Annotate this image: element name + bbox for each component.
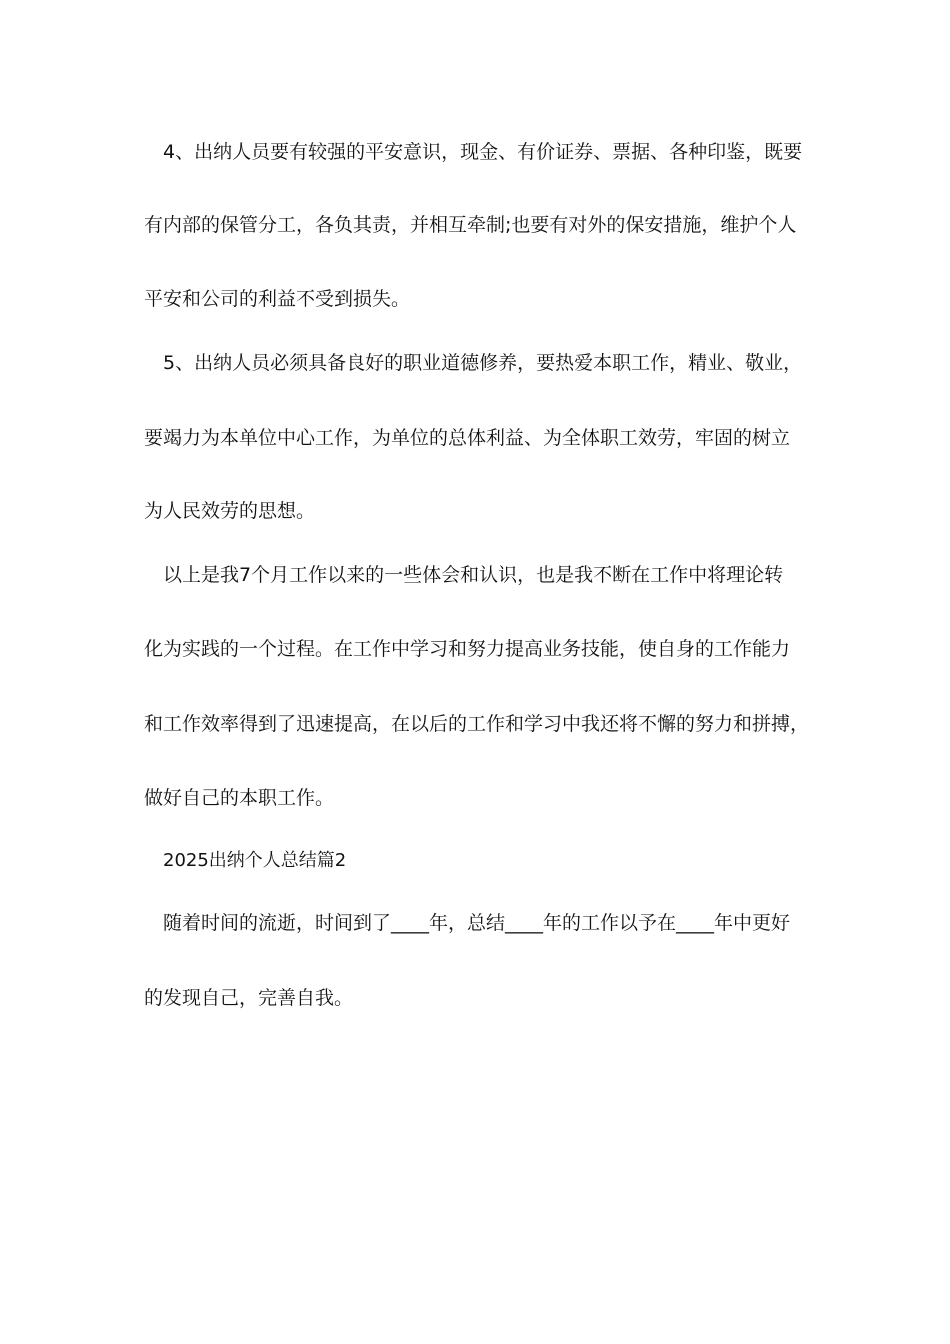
summary-line-3: 和工作效率得到了迅速提高，在以后的工作和学习中我还将不懈的努力和拼搏， <box>144 713 810 735</box>
paragraph-4-line-1: 4、出纳人员要有较强的平安意识，现金、有价证券、票据、各种印鉴，既要 <box>163 141 803 163</box>
summary-line-1: 以上是我7个月工作以来的一些体会和认识，也是我不断在工作中将理论转 <box>163 564 784 586</box>
closing-line-1: 随着时间的流逝，时间到了____年，总结____年的工作以予在____年中更好 <box>163 912 791 934</box>
paragraph-5-line-1: 5、出纳人员必须具备良好的职业道德修养，要热爱本职工作，精业、敬业， <box>163 352 803 374</box>
paragraph-5-line-3: 为人民效劳的思想。 <box>144 500 316 522</box>
paragraph-4-line-2: 有内部的保管分工，各负其责，并相互牵制;也要有对外的保安措施，维护个人 <box>144 214 797 236</box>
summary-line-4: 做好自己的本职工作。 <box>144 787 335 809</box>
summary-line-2: 化为实践的一个过程。在工作中学习和努力提高业务技能，使自身的工作能力 <box>144 638 791 660</box>
paragraph-4-line-3: 平安和公司的利益不受到损失。 <box>144 288 411 310</box>
closing-line-2: 的发现自己，完善自我。 <box>144 987 354 1009</box>
paragraph-5-line-2: 要竭力为本单位中心工作，为单位的总体利益、为全体职工效劳，牢固的树立 <box>144 427 791 449</box>
section-heading: 2025出纳个人总结篇2 <box>163 850 347 871</box>
